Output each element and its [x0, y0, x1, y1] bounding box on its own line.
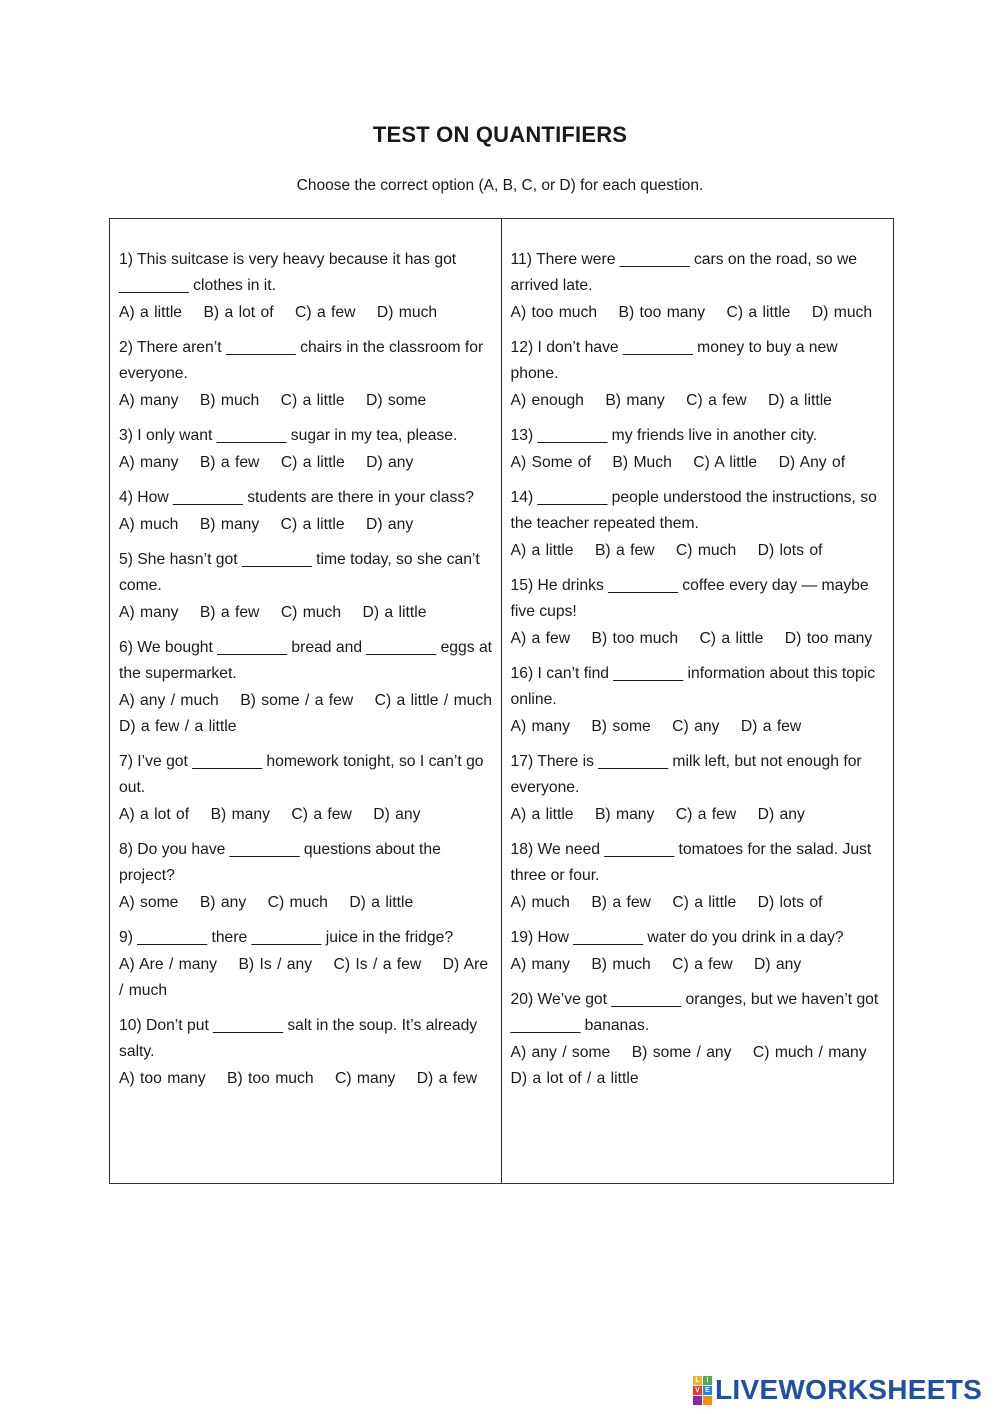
- question-item: [119, 247, 493, 326]
- question-stem: 7) I’ve got ________ homework tonight, so I can’t go out.: [119, 753, 484, 796]
- question-stem: 16) I can’t find ________ information about this topic online.: [510, 665, 876, 708]
- question-item: [119, 749, 493, 828]
- right-column: [502, 219, 894, 1183]
- question-stem: 20) We’ve got ________ oranges, but we haven’t got ________ bananas.: [510, 991, 879, 1034]
- question-item: [510, 987, 889, 1092]
- question-item: [511, 423, 886, 476]
- question-options: A) many B) a few C) a little D) any: [119, 454, 414, 471]
- logo-block: I: [703, 1376, 712, 1385]
- logo-block: [693, 1396, 702, 1405]
- question-options: A) a lot of B) many C) a few D) any: [119, 806, 421, 823]
- question-options: A) many B) a few C) much D) a little: [119, 604, 427, 621]
- liveworksheets-logo: [693, 1375, 982, 1405]
- question-item: [511, 837, 886, 916]
- question-stem: 14) ________ people understood the instructions, so the teacher repeated them.: [510, 489, 877, 532]
- logo-text: LIVEWORKSHEETS: [715, 1374, 983, 1405]
- question-options: A) a few B) too much C) a little D) too many: [510, 630, 873, 647]
- question-item: [511, 661, 886, 740]
- question-item: [119, 485, 493, 538]
- question-stem: 18) We need ________ tomatoes for the salad. Just three or four.: [510, 841, 872, 884]
- question-options: A) any / some B) some / any C) much / many D) a lot of / a little: [510, 1044, 889, 1087]
- question-options: A) too much B) too many C) a little D) much: [510, 304, 873, 321]
- question-item: [119, 335, 493, 414]
- question-stem: 11) There were ________ cars on the road, so we arrived late.: [510, 251, 858, 294]
- question-item: [119, 837, 493, 916]
- question-item: [511, 573, 886, 652]
- question-options: A) some B) any C) much D) a little: [119, 894, 414, 911]
- question-options: A) Some of B) Much C) A little D) Any of: [510, 454, 846, 471]
- question-stem: 5) She hasn’t got ________ time today, so she can’t come.: [119, 551, 480, 594]
- question-stem: 6) We bought ________ bread and ________ eggs at the supermarket.: [119, 639, 493, 682]
- page-title: TEST ON QUANTIFIERS: [372, 122, 628, 147]
- question-item: [119, 1013, 493, 1092]
- question-stem: 19) How ________ water do you drink in a day?: [510, 929, 844, 946]
- logo-block: L: [693, 1376, 702, 1385]
- question-stem: 12) I don’t have ________ money to buy a new phone.: [510, 339, 838, 382]
- questions-table: [109, 218, 894, 1184]
- logo-block: [703, 1396, 712, 1405]
- question-options: A) enough B) many C) a few D) a little: [510, 392, 832, 409]
- question-stem: 4) How ________ students are there in your class?: [119, 489, 474, 506]
- question-item: [511, 749, 886, 828]
- logo-block: E: [703, 1386, 712, 1395]
- question-options: A) a little B) many C) a few D) any: [510, 806, 805, 823]
- question-item: [119, 423, 493, 476]
- question-item: [119, 547, 493, 626]
- question-options: A) Are / many B) Is / any C) Is / a few D) Are / much: [119, 956, 494, 999]
- question-stem: 15) He drinks ________ coffee every day — maybe five cups!: [510, 577, 869, 620]
- question-item: [119, 635, 514, 740]
- question-options: A) much B) many C) a little D) any: [119, 516, 414, 533]
- question-options: A) too many B) too much C) many D) a few: [119, 1070, 478, 1087]
- question-item: [511, 247, 886, 326]
- question-item: [119, 925, 493, 1004]
- logo-block: V: [693, 1386, 702, 1395]
- question-item: [511, 925, 886, 978]
- question-stem: 13) ________ my friends live in another city.: [510, 427, 818, 444]
- question-item: [511, 335, 886, 414]
- question-options: A) many B) much C) a few D) any: [510, 956, 802, 973]
- question-options: A) a little B) a few C) much D) lots of: [510, 542, 823, 559]
- question-stem: 1) This suitcase is very heavy because it has got ________ clothes in it.: [119, 251, 457, 294]
- question-options: A) many B) much C) a little D) some: [119, 392, 427, 409]
- question-stem: 3) I only want ________ sugar in my tea, please.: [119, 427, 458, 444]
- logo-blocks-icon: [693, 1376, 712, 1405]
- left-column: [110, 219, 514, 1183]
- question-options: A) many B) some C) any D) a few: [510, 718, 802, 735]
- instructions: Choose the correct option (A, B, C, or D) for each question.: [296, 177, 704, 194]
- question-item: [511, 485, 886, 564]
- question-options: A) a little B) a lot of C) a few D) much: [119, 304, 438, 321]
- question-stem: 17) There is ________ milk left, but not enough for everyone.: [510, 753, 862, 796]
- question-stem: 8) Do you have ________ questions about the project?: [119, 841, 441, 884]
- question-stem: 9) ________ there ________ juice in the fridge?: [119, 929, 454, 946]
- question-stem: 10) Don’t put ________ salt in the soup. It’s already salty.: [119, 1017, 478, 1060]
- question-stem: 2) There aren’t ________ chairs in the classroom for everyone.: [119, 339, 484, 382]
- question-options: A) much B) a few C) a little D) lots of: [510, 894, 823, 911]
- question-options: A) any / much B) some / a few C) a little / much D) a few / a little: [119, 692, 514, 735]
